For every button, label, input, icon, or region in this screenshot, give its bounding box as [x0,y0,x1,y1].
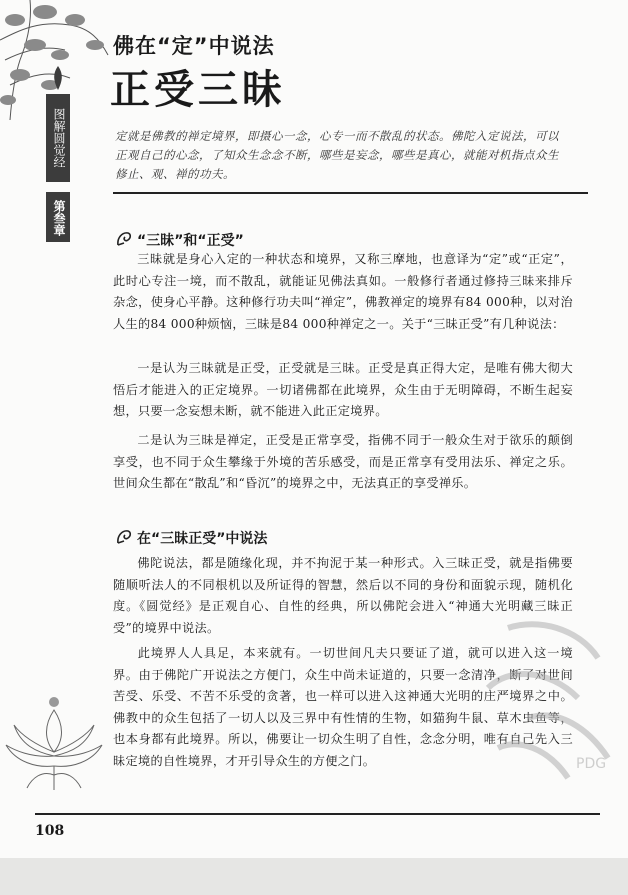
page-bottom-edge [0,858,628,895]
page-number: 108 [35,823,65,839]
intro-paragraph: 定就是佛教的禅定境界，即摄心一念，心专一而不散乱的状态。佛陀入定说法，可以正观自己的心念，了知众生念念不断，哪些是妄念，哪些是真心，就能对机指点众生修止、观、禅的功夫。 [115,129,559,181]
lotus-illustration [2,690,107,790]
section-heading-text: “三昧”和“正受” [137,233,244,249]
chapter-sidebar [46,64,70,240]
page-title: 正受三昧 [110,67,286,113]
chapter-label: 第叁章 [52,200,66,236]
lotus-ornament-icon [50,64,66,92]
series-label: 图解圆觉经 [52,108,66,168]
section-heading [115,230,244,250]
footer-divider [35,813,600,815]
watermark-text: PDG [576,756,607,772]
paragraph: 三昧就是身心入定的一种状态和境界，又称三摩地，也意译为“定”或“正定”，此时心专注一境，而不散乱，就能证见佛法真如。一般修行者通过修持三昧来排斥杂念，使身心平静。这种修行功夫叫“禅定”，佛教禅定的境界有84 000种，以对治人生的84 000种烦恼，三昧是84 000种禅定之一。关于“三昧正受”有几种说法： [113,252,573,331]
page-subtitle: 佛在“定”中说法 [113,34,275,58]
conch-icon [115,230,133,248]
conch-icon [115,528,133,546]
paragraph: 二是认为三昧是禅定，正受是正常享受，指佛不同于一般众生对于欲乐的颠倒享受，也不同于众生攀缘于外境的苦乐感受，而是正常享有受用法乐、禅定之乐。世间众生都在“散乱”和“昏沉”的境界之中，无法真正的享受禅乐。 [113,433,573,490]
watermark-seal [468,608,628,788]
divider [113,192,588,194]
paragraph: 一是认为三昧就是正受，正受就是三昧。正受是真正得大定，是唯有佛大彻大悟后才能进入的正定境界。一切诸佛都在此境界，众生由于无明障碍，不断生起妄想，只要一念妄想未断，就不能进入此正定境界。 [113,361,573,418]
section-heading [115,528,267,548]
section-heading-text: 在“三昧正受”中说法 [137,531,268,547]
paragraph: 佛陀说法，都是随缘化现，并不拘泥于某一种形式。入三昧正受，就是指佛要随顺听法人的不同根机以及所证得的智慧，然后以不同的身份和面貌示现，随机化度。《圆觉经》是正观自心、自性的经典，所以佛陀会进入“神通大光明藏三昧正受”的境界中说法。 [113,556,573,635]
paragraph: 此境界人人具足，本来就有。一切世间凡夫只要证了道，就可以进入这一境界。由于佛陀广开说法之方便门，众生中尚未证道的，只要一念清净，断了对世间苦受、乐受、不苦不乐受的贪著，也一样可以进入这神通大光明的庄严境界之中。佛教中的众生包括了一切人以及三界中有性情的生物，如猫狗牛鼠、草木虫鱼等，也本身都有此境界。所以，佛要让一切众生明了自性，念念分明，唯有自己先入三昧定境的自性境界，才开引导众生的方便之门。 [113,646,573,768]
